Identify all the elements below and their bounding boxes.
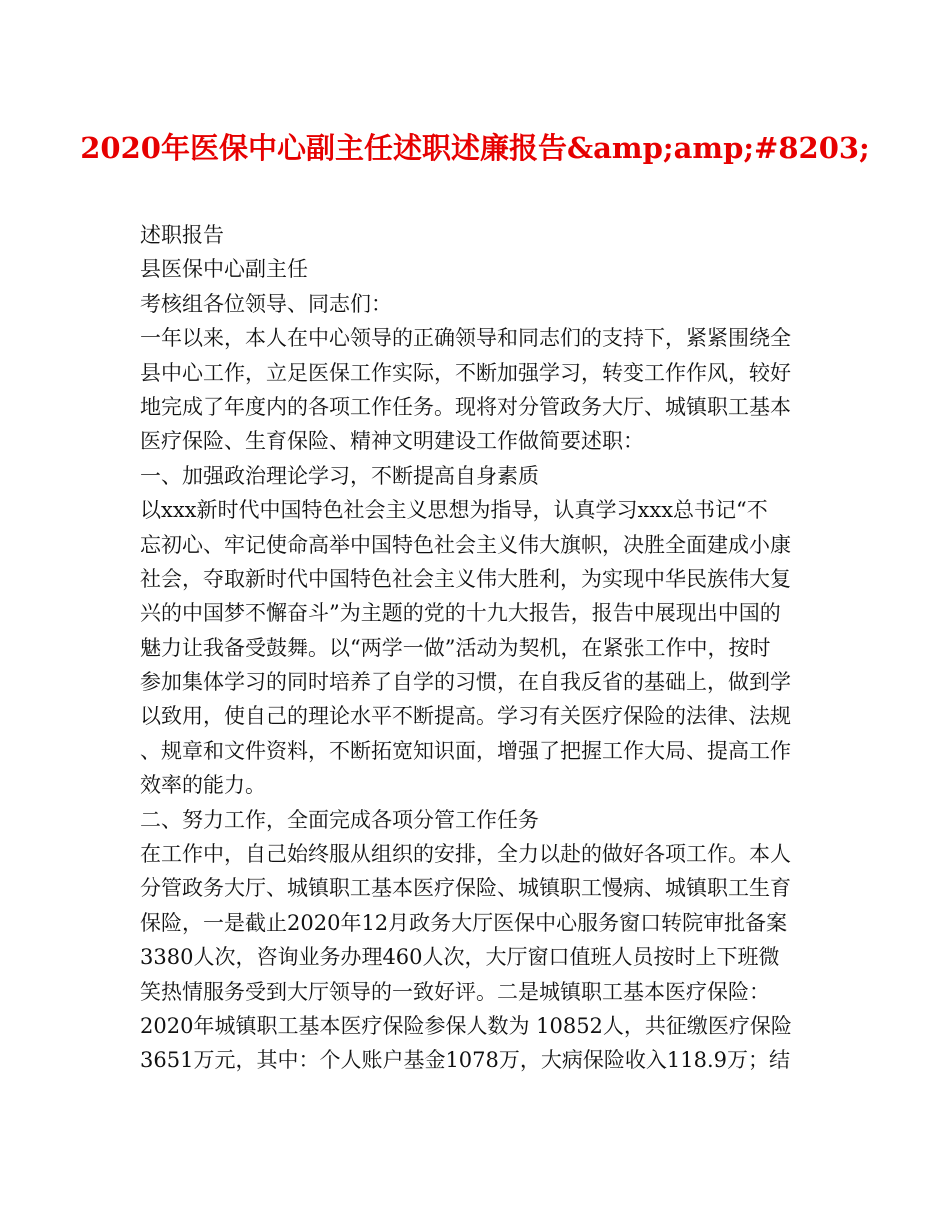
text-line: 在工作中，自己始终服从组织的安排，全力以赴的做好各项工作。本人 (140, 842, 791, 867)
text-line: 参加集体学习的同时培养了自学的习惯，在自我反省的基础上，做到学 (140, 670, 791, 695)
text-line: 兴的中国梦不懈奋斗”为主题的党的十九大报告，报告中展现出中国的 (140, 601, 781, 626)
text-line: 考核组各位领导、同志们： (140, 291, 392, 316)
section-heading: 二、努力工作，全面完成各项分管工作任务 (140, 807, 539, 832)
text-line: 保险，一是截止2020年12月政务大厅医保中心服务窗口转院审批备案 (140, 910, 788, 935)
text-line: 笑热情服务受到大厅领导的一致好评。二是城镇职工基本医疗保险： (140, 979, 770, 1004)
text-line: 分管政务大厅、城镇职工基本医疗保险、城镇职工慢病、城镇职工生育 (140, 876, 791, 901)
document-body (140, 218, 820, 1078)
text-line: 地完成了年度内的各项工作任务。现将对分管政务大厅、城镇职工基本 (140, 394, 791, 419)
text-line: 效率的能力。 (140, 773, 266, 798)
section-heading: 一、加强政治理论学习，不断提高自身素质 (140, 463, 539, 488)
text-line: 2020年城镇职工基本医疗保险参保人数为 10852人，共征缴医疗保险 (140, 1013, 792, 1038)
text-line: 社会，夺取新时代中国特色社会主义伟大胜利，为实现中华民族伟大复 (140, 566, 791, 591)
text-line: 3380人次，咨询业务办理460人次，大厅窗口值班人员按时上下班微 (140, 945, 780, 970)
text-line: 3651万元，其中：个人账户基金1078万，大病保险收入118.9万；结 (140, 1048, 791, 1073)
text-line: 魅力让我备受鼓舞。以“两学一做”活动为契机，在紧张工作中，按时 (140, 635, 771, 660)
text-line: 医疗保险、生育保险、精神文明建设工作做简要述职： (140, 429, 644, 454)
text-line: 一年以来，本人在中心领导的正确领导和同志们的支持下，紧紧围绕全 (140, 326, 791, 351)
text-line: 县医保中心副主任 (140, 257, 308, 282)
text-line: 以xxx新时代中国特色社会主义思想为指导，认真学习xxx总书记“不 (140, 498, 768, 523)
document-title: 2020年医保中心副主任述职述廉报告&amp;amp;#8203; (80, 131, 870, 165)
text-line: 以致用，使自己的理论水平不断提高。学习有关医疗保险的法律、法规 (140, 704, 791, 729)
text-line: 、规章和文件资料，不断拓宽知识面，增强了把握工作大局、提高工作 (140, 738, 791, 763)
text-line: 述职报告 (140, 223, 224, 247)
text-line: 县中心工作，立足医保工作实际，不断加强学习，转变工作作风，较好 (140, 360, 791, 385)
text-line: 忘初心、牢记使命高举中国特色社会主义伟大旗帜，决胜全面建成小康 (140, 532, 791, 557)
